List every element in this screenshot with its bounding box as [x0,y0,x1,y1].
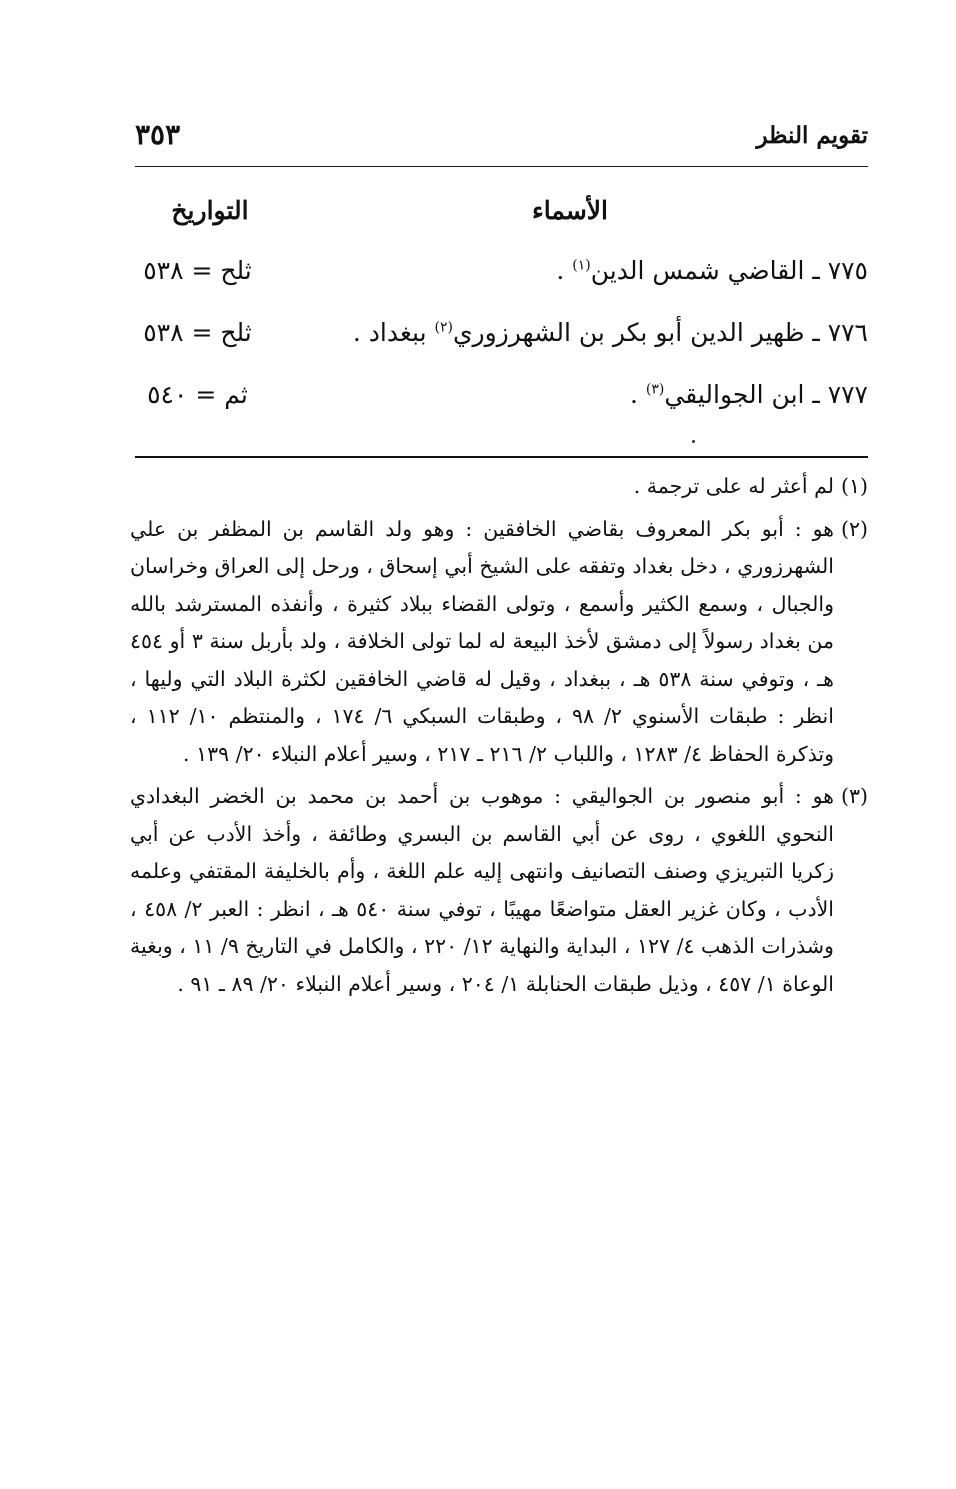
footnote-ref: (٢) [434,319,453,336]
entry-name-text: ٧٧٦ ـ ظهير الدين أبو بكر بن الشهرزوري [452,318,868,347]
entry-name [630,380,868,409]
footnote-separator [135,456,868,458]
entry-name [556,256,868,285]
footnote-ref: (٣) [645,381,665,398]
entry-date: ثلح = ٥٣٨ [143,256,252,285]
entry-name-text: ٧٧٧ ـ ابن الجواليقي [664,380,868,409]
entry-date: ثم = ٥٤٠ [147,380,248,409]
footnote-text: هو : أبو منصور بن الجواليقي : موهوب بن أحمد بن محمد بن الخضر البغدادي النحوي اللغوي ، روى عن أبي القاسم بن البسري وطائفة ، وأخذ الأدب عن أبي زكريا التبريزي وصنف التصانيف وانتهى إليه علم اللغة ، وأم بالخليفة المقتفي وعلمه الأدب ، وكان غزير العقل متواضعًا مهيبًا ، توفي سنة ٥٤٠ هـ ، انظر : العبر ٢/ ٤٥٨ ، وشذرات الذهب ٤/ ١٢٧ ، البداية والنهاية ١٢/ ٢٢٠ ، والكامل في التاريخ ٩/ ١١ ، وبغية الوعاة ١/ ٤٥٧ ، وذيل طبقات الحنابلة ١/ ٢٠٤ ، وسير أعلام النبلاء ٢٠/ ٨٩ ـ ٩١ . [130,784,834,996]
running-head [135,118,868,162]
running-title: تقويم النظر [756,122,868,149]
header-rule [135,166,868,167]
footnote-text: لم أعثر له على ترجمة . [633,474,834,498]
footnote [130,468,868,506]
entry-suffix: ببغداد . [352,318,435,347]
entry-suffix: . [630,380,646,409]
entry-name [353,318,868,347]
entry-name-text: ٧٧٥ ـ القاضي شمس الدين [590,256,868,285]
footnote-marker: (١) [840,474,868,498]
footnote-marker: (٣) [840,784,868,808]
entry-row [135,380,868,426]
footnote-marker: (٢) [840,516,868,541]
footnote-text: هو : أبو بكر المعروف بقاضي الخافقين : وهو ولد القاسم بن المظفر بن علي الشهرزوري ، دخل بغداد وتفقه على الشيخ أبي إسحاق ، ورحل إلى العراق وخراسان والجبال ، وسمع الكثير وأسمع ، وتولى القضاء ببلاد كثيرة ، وأنفذه المسترشد بالله من بغداد رسولاً إلى دمشق لأخذ البيعة له لما تولى الخلافة ، ولد بأربل سنة ٣ أو ٤٥٤ هـ ، وتوفي سنة ٥٣٨ هـ ، ببغداد ، وقيل له قاضي الخافقين لكثرة البلاد التي وليها ، انظر : طبقات الأسنوي ٢/ ٩٨ ، وطبقات السبكي ٦/ ١٧٤ ، والمنتظم ١٠/ ١١٢ ، وتذكرة الحفاظ ٤/ ١٢٨٣ ، واللباب ٢/ ٢١٦ ـ ٢١٧ ، وسير أعلام النبلاء ٢٠/ ١٣٩ . [130,516,834,766]
footnote [130,511,868,774]
footnote [130,778,868,1003]
print-speck [692,440,695,443]
names-column-heading: الأسماء [532,196,608,225]
page-number: ٣٥٣ [135,118,181,151]
entry-date: ثلح = ٥٣٨ [143,318,252,347]
dates-column-heading: التواريخ [171,196,249,225]
entry-suffix: . [556,256,573,285]
entry-row [135,256,868,302]
entry-row [135,318,868,364]
footnotes [130,468,868,1008]
footnote-ref: (١) [572,257,591,274]
